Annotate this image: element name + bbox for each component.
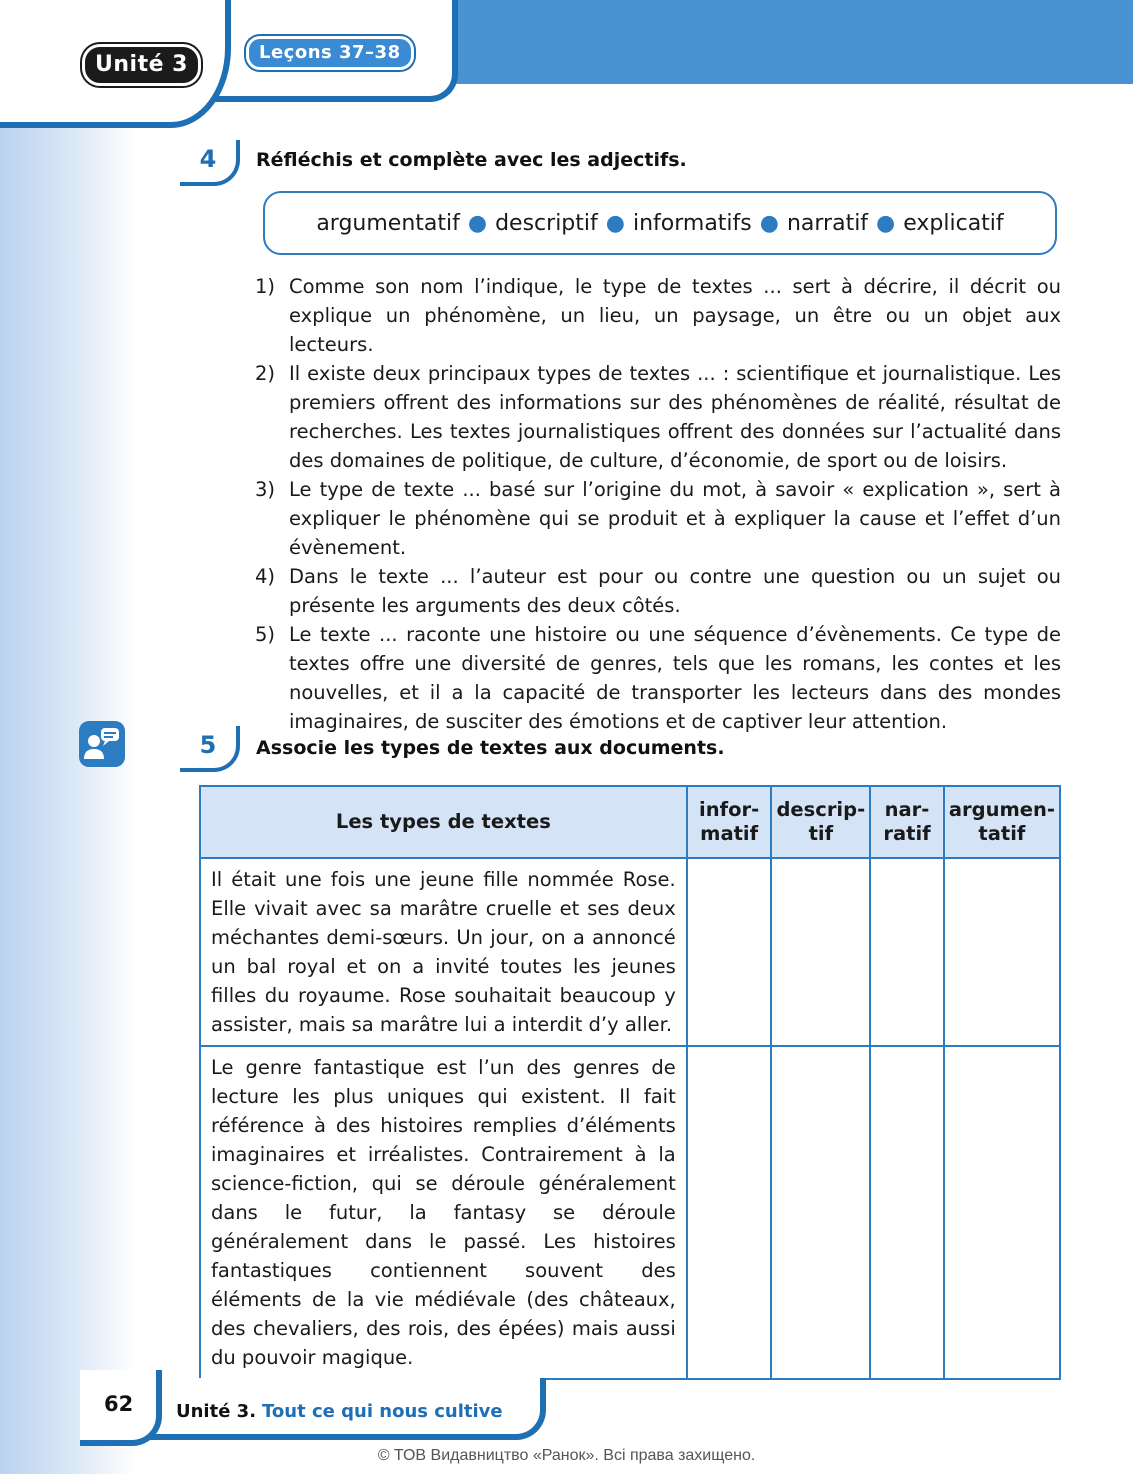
- list-item: [255, 620, 1061, 736]
- item-number: 4): [255, 565, 276, 588]
- column-header-main: Les types de textes: [200, 786, 687, 858]
- word-bank: [263, 191, 1057, 255]
- list-item: [255, 272, 1061, 359]
- table-row: [200, 1046, 1060, 1379]
- page-number: 62: [104, 1392, 134, 1416]
- bullet-dot-icon: ●: [605, 211, 625, 236]
- item-number: 2): [255, 362, 276, 385]
- word-bank-item: argumentatif: [316, 211, 460, 236]
- exercise-5-number: 5: [180, 726, 240, 772]
- lessons-label: Leçons 37–38: [246, 36, 414, 70]
- list-item: [255, 475, 1061, 562]
- list-item: [255, 562, 1061, 620]
- column-header-narratif: nar- ratif: [870, 786, 944, 858]
- item-number: 5): [255, 623, 276, 646]
- table-header-row: [200, 786, 1060, 858]
- footer-unit-title: Tout ce qui nous cultive: [262, 1401, 503, 1422]
- table-row: [200, 858, 1060, 1046]
- list-item: [255, 359, 1061, 475]
- word-bank-item: explicatif: [903, 211, 1004, 236]
- answer-cell[interactable]: [870, 1046, 944, 1379]
- word-bank-item: descriptif: [495, 211, 598, 236]
- footer-unit: [176, 1401, 503, 1422]
- item-text: Le type de texte ... basé sur l’origine du mot, à savoir « explication », sert à expliquer le phénomène qui se produit et à expliquer la cause et l’effet d’un évènement.: [289, 478, 1061, 559]
- document-text: Il était une fois une jeune fille nommée Rose. Elle vivait avec sa marâtre cruelle et ses deux méchantes demi-sœurs. Un jour, on a annoncé un bal royal et on a invité toutes les jeunes filles du royaume. Rose souhaitait beaucoup y assister, mais sa marâtre lui a interdit d’y aller.: [200, 858, 687, 1046]
- exercise-5-title: Associe les types de textes aux documents.: [256, 737, 725, 759]
- answer-cell[interactable]: [944, 1046, 1060, 1379]
- answer-cell[interactable]: [944, 858, 1060, 1046]
- bullet-dot-icon: ●: [759, 211, 779, 236]
- answer-cell[interactable]: [870, 858, 944, 1046]
- answer-cell[interactable]: [771, 858, 870, 1046]
- answer-cell[interactable]: [771, 1046, 870, 1379]
- copyright: © ТОВ Видавництво «Ранок». Всі права захищено.: [377, 1447, 756, 1464]
- answer-cell[interactable]: [687, 858, 772, 1046]
- word-bank-item: narratif: [786, 211, 869, 236]
- document-text: Le genre fantastique est l’un des genres de lecture les plus uniques qui existent. Il fait référence à des histoires remplies d’éléments imaginaires et irréalistes. Contrairement à la science-fiction, qui se déroule généralement dans le futur, la fantasy se déroule généralement dans le passé. Les histoires fantastiques contiennent souvent des éléments de la vie médiévale (des châteaux, des chevaliers, des rois, des épées) mais aussi du pouvoir magique.: [200, 1046, 687, 1379]
- item-text: Il existe deux principaux types de textes ... : scientifique et journalistique. Les premiers offrent des informations sur des phénomènes de réalité, résultat de recherches. Les textes journalistiques offrent des données sur l’actualité dans des domaines de politique, de culture, d’économie, de sport ou de loisirs.: [289, 362, 1061, 472]
- bullet-dot-icon: ●: [876, 211, 896, 236]
- item-number: 3): [255, 478, 276, 501]
- item-number: 1): [255, 275, 276, 298]
- bullet-dot-icon: ●: [467, 211, 488, 236]
- exercise-4-items: [255, 272, 1061, 736]
- column-header-descriptif: descrip- tif: [771, 786, 870, 858]
- column-header-argumentatif: argumen- tatif: [944, 786, 1060, 858]
- unit-label: Unité 3: [82, 44, 201, 86]
- answer-cell[interactable]: [687, 1046, 772, 1379]
- column-header-informatif: infor- matif: [687, 786, 772, 858]
- dialogue-icon: [79, 721, 125, 767]
- text-types-table: [199, 785, 1061, 1380]
- item-text: Le texte ... raconte une histoire ou une séquence d’évènements. Ce type de textes offre une diversité de genres, tels que les romans, les contes et les nouvelles, et il a la capacité de transporter les lecteurs dans des mondes imaginaires, de susciter des émotions et de captiver leur attention.: [289, 623, 1061, 733]
- word-bank-item: informatifs: [632, 211, 752, 236]
- footer-unit-label: Unité 3.: [176, 1401, 257, 1422]
- item-text: Dans le texte ... l’auteur est pour ou contre une question ou un sujet ou présente les arguments des deux côtés.: [289, 565, 1061, 617]
- item-text: Comme son nom l’indique, le type de textes ... sert à décrire, il décrit ou explique un phénomène, un lieu, un paysage, un être ou un objet aux lecteurs.: [289, 275, 1061, 356]
- exercise-4-title: Réfléchis et complète avec les adjectifs.: [256, 149, 687, 171]
- exercise-4-number: 4: [180, 140, 240, 186]
